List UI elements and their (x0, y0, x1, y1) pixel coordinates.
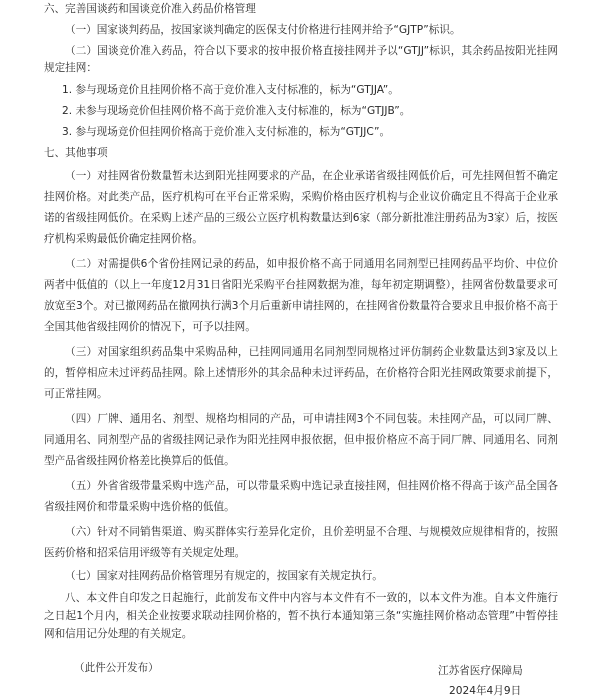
section-6-item-2: （二）国谈竞价准入药品，符合以下要求的按申报价格直接挂网并予以“GTJJ”标识，其余药品按阳光挂网规定挂网： (44, 45, 558, 74)
section-7-item-3: （三）对国家组织药品集中采购品种，已挂网同通用名同剂型同规格过评仿制药企业数量达到3家及以上的，暂停相应未过评药品挂网。除上述情形外的其余品种未过评药品，在价格符合阳光挂网政策要求前提下，可正常挂网。 (44, 346, 558, 400)
section-8: 八、本文件自印发之日起施行，此前发布文件中内容与本文件有不一致的，以本文件为准。自本文件施行之日起1个月内，相关企业按要求联动挂网价格的，暂不执行本通知第三条“实施挂网价格动态管理”中暂停挂网和信用记分处理的有关规定。 (44, 592, 558, 640)
section-6-item-1: （一）国家谈判药品，按国家谈判确定的医保支付价格进行挂网并给予“GJTP”标识。 (65, 24, 461, 36)
publication-note: （此件公开发布） (74, 662, 159, 674)
section-7-item-7: （七）国家对挂网药品价格管理另有规定的，按国家有关规定执行。 (65, 570, 383, 582)
section-6-subitem-1: 1. 参与现场竞价且挂网价格不高于竞价准入支付标准的，标为“GTJJA”。 (62, 84, 399, 96)
section-7-item-4: （四）厂牌、通用名、剂型、规格均相同的产品，可申请挂网3个不同包装。未挂网产品，可以同厂牌、同通用名、同剂型产品的省级挂网记录作为阳光挂网申报依据，但申报价格应不高于同厂牌、同通用名、同剂型产品省级挂网价格差比换算后的低值。 (44, 413, 558, 467)
issuing-organization: 江苏省医疗保障局 (438, 665, 523, 677)
section-6-heading: 六、完善国谈药和国谈竞价准入药品价格管理 (44, 3, 256, 15)
section-7-item-5: （五）外省省级带量采购中选产品，可以带量采购中选记录直接挂网，但挂网价格不得高于该产品全国各省级挂网价和带量采购中选价格的低值。 (44, 480, 558, 513)
section-7-item-2: （二）对需提供6个省份挂网记录的药品，如申报价格不高于同通用名同剂型已挂网药品平均价、中位价两者中低值的（以上一年度12月31日省阳光采购平台挂网数据为准，每年初定期调整），挂网省份数量要求可放宽至3个。对已撤网药品在撤网执行满3个月后重新申请挂网的，在挂网省份数量符合要求且申报价格不高于全国其他省级挂网价的情况下，可予以挂网。 (44, 258, 558, 333)
section-6-subitem-2: 2. 未参与现场竞价但挂网价格不高于竞价准入支付标准的，标为“GTJJB”。 (62, 105, 411, 117)
issue-date: 2024年4月9日 (449, 685, 522, 697)
section-7-item-1: （一）对挂网省份数量暂未达到阳光挂网要求的产品，在企业承诺省级挂网低价后，可先挂网但暂不确定挂网价格。对此类产品，医疗机构可在平台正常采购，采购价格由医疗机构与企业议价确定且不得高于企业承诺的省级挂网低价。在采购上述产品的三级公立医疗机构数量达到6家（部分新批准注册药品为3家）后，按医疗机构采购最低价确定挂网价格。 (44, 170, 558, 245)
section-7-heading: 七、其他事项 (44, 147, 108, 159)
section-7-item-6: （六）针对不同销售渠道、购买群体实行差异化定价，且价差明显不合理、与规模效应规律相背的，按照医药价格和招采信用评级等有关规定处理。 (44, 526, 558, 559)
section-6-subitem-3: 3. 参与现场竞价但挂网价格高于竞价准入支付标准的，标为“GTJJC”。 (62, 126, 391, 138)
